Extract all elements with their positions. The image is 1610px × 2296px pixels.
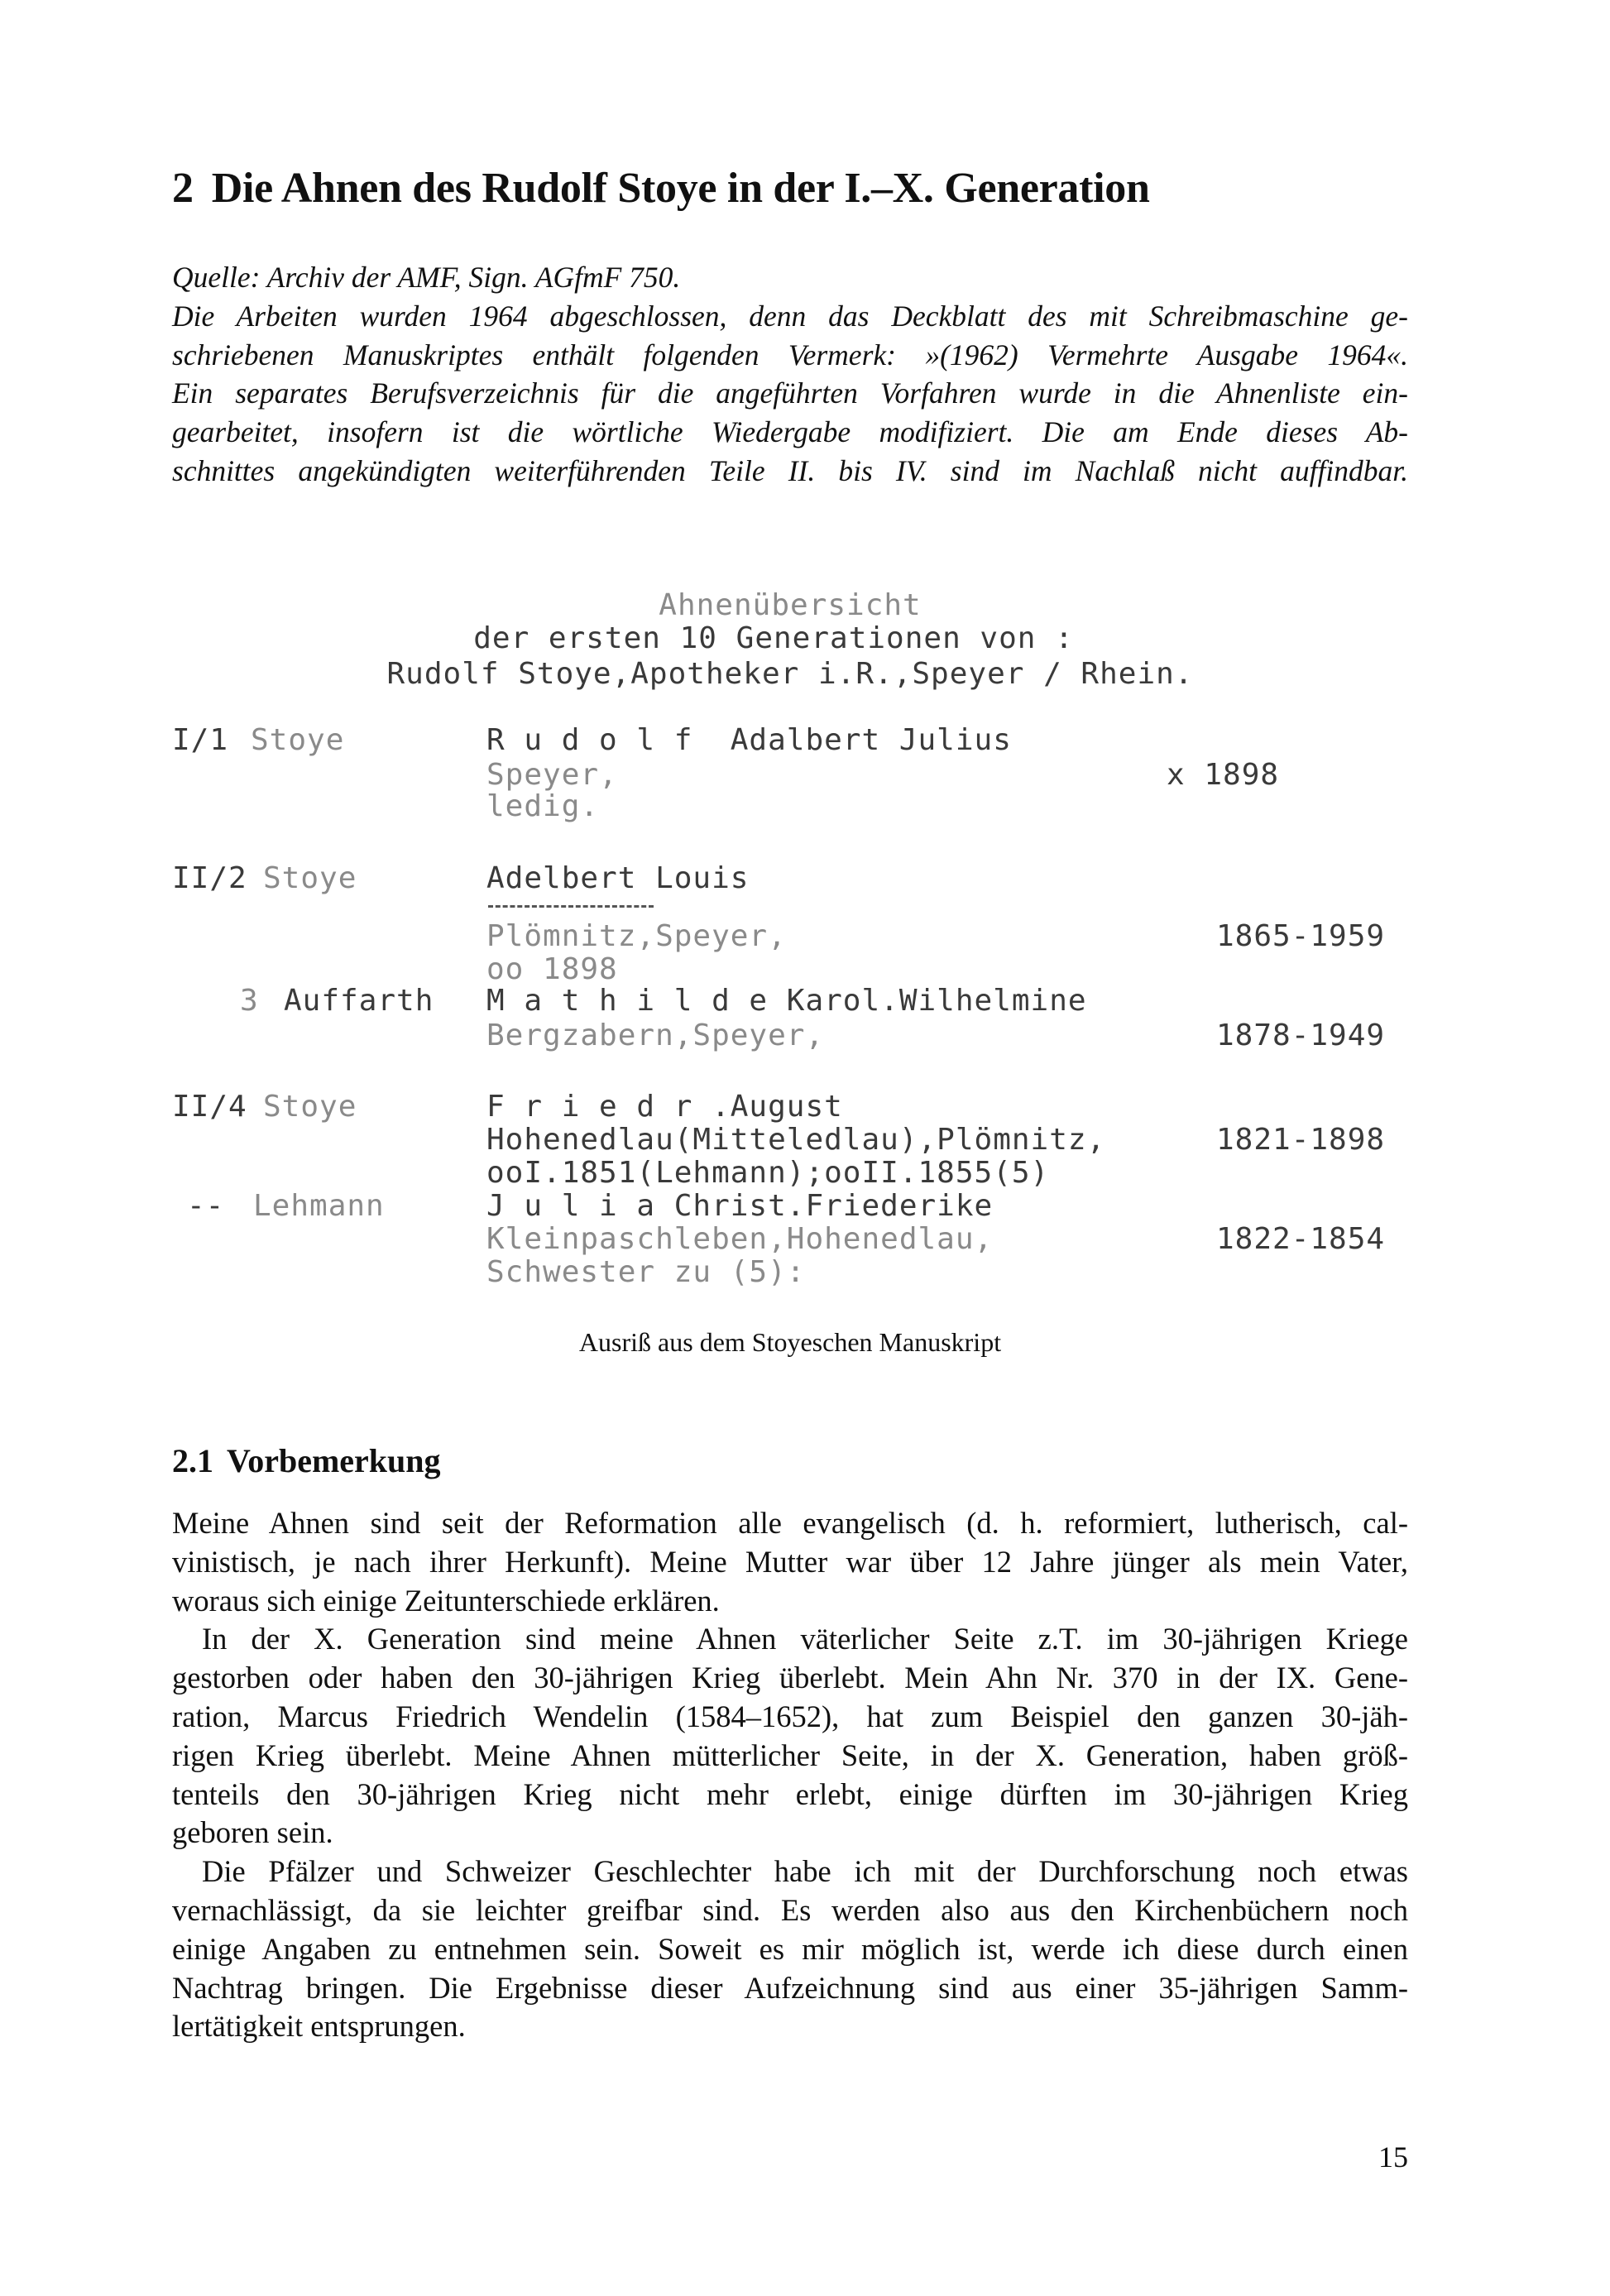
text-line: Nachtrag bringen. Die Ergebnisse dieser Aufzeichnung sind aus einer 35-jährigen Samm- — [172, 1970, 1408, 2005]
paragraph — [172, 1620, 1408, 1853]
text-line: gestorben oder haben den 30-jährigen Krieg überlebt. Mein Ahn Nr. 370 in der IX. Gene- — [172, 1661, 1408, 1695]
chapter-title-text: Die Ahnen des Rudolf Stoye in der I.–X. Generation — [211, 165, 1150, 212]
manuscript-generation: II/4 — [172, 1090, 247, 1124]
manuscript-detail-line: Plömnitz,Speyer, — [486, 919, 787, 953]
manuscript-dates: 1865-1959 — [1216, 919, 1386, 953]
source-note-line: gearbeitet, insofern ist die wörtliche Wiedergabe modifiziert. Die am Ende dieses Ab- — [172, 415, 1408, 449]
text-line: vinistisch, je nach ihrer Herkunft). Meine Mutter war über 12 Jahre jünger als mein Vater, — [172, 1544, 1408, 1579]
manuscript-generation: I/1 — [172, 723, 229, 757]
section-number: 2.1 — [172, 1442, 213, 1479]
manuscript-generation: II/2 — [172, 861, 247, 895]
manuscript-dates: x 1898 — [1167, 758, 1280, 792]
text-line: Die Pfälzer und Schweizer Geschlechter habe ich mit der Durchforschung noch etwas — [202, 1854, 1408, 1889]
source-note-line: Ein separates Berufsverzeichnis für die angeführten Vorfahren wurde in die Ahnenliste ein- — [172, 376, 1408, 410]
manuscript-generation: 3 — [240, 984, 259, 1018]
section-title — [172, 1441, 441, 1481]
manuscript-surname: Auffarth — [284, 984, 434, 1018]
manuscript-surname: Stoye — [263, 1090, 357, 1124]
paragraph — [172, 1504, 1408, 1620]
manuscript-detail-line: Bergzabern,Speyer, — [486, 1019, 825, 1052]
manuscript-surname: Lehmann — [253, 1189, 385, 1223]
text-line: tenteils den 30-jährigen Krieg nicht mehr erlebt, einige dürften im 30-jährigen Krieg — [172, 1776, 1408, 1811]
source-note-line: Quelle: Archiv der AMF, Sign. AGfmF 750. — [172, 261, 681, 294]
manuscript-generation: -- — [187, 1189, 225, 1223]
manuscript-surname: Stoye — [251, 723, 345, 757]
manuscript-detail-line: Schwester zu (5): — [486, 1255, 806, 1289]
text-line: einige Angaben zu entnehmen sein. Soweit es mir möglich ist, werde ich diese durch einen — [172, 1931, 1408, 1966]
manuscript-detail-line: Hohenedlau(Mitteledlau),Plömnitz, — [486, 1123, 1106, 1157]
source-note-line: Die Arbeiten wurden 1964 abgeschlossen, denn das Deckblatt des mit Schreibmaschine ge- — [172, 299, 1408, 333]
manuscript-dates: 1821-1898 — [1216, 1123, 1386, 1157]
manuscript-detail-line: Kleinpaschleben,Hohenedlau, — [486, 1222, 994, 1256]
manuscript-detail-line: ledig. — [486, 789, 600, 823]
manuscript-dates: 1822-1854 — [1216, 1222, 1386, 1256]
manuscript-surname: Stoye — [263, 861, 357, 895]
text-line: vernachlässigt, da sie leichter greifbar sind. Es werden also aus den Kirchenbüchern noch — [172, 1892, 1408, 1927]
text-line: geboren sein. — [172, 1815, 333, 1850]
text-line: ration, Marcus Friedrich Wendelin (1584–1652), hat zum Beispiel den ganzen 30-jäh- — [172, 1699, 1408, 1733]
manuscript-detail-line: Speyer, — [486, 758, 618, 792]
manuscript-detail-line: J u l i a Christ.Friederike — [486, 1189, 994, 1223]
text-line: lertätigkeit entsprungen. — [172, 2009, 466, 2044]
book-page — [172, 0, 1408, 2296]
chapter-number: 2 — [172, 165, 194, 212]
manuscript-detail-line: R u d o l f Adalbert Julius — [486, 723, 1012, 757]
manuscript-detail-line: M a t h i l d e Karol.Wilhelmine — [486, 984, 1087, 1018]
source-note-line: schnittes angekündigten weiterführenden Teile II. bis IV. sind im Nachlaß nicht auffindbar. — [172, 453, 1408, 487]
chapter-title — [172, 164, 1150, 213]
manuscript-heading-line: Rudolf Stoye,Apotheker i.R.,Speyer / Rhein. — [386, 657, 1194, 691]
manuscript-heading-line: Ahnenübersicht — [659, 588, 922, 622]
manuscript-detail-line: Adelbert Louis — [486, 861, 750, 895]
section-title-text: Vorbemerkung — [227, 1442, 441, 1479]
page-number: 15 — [1378, 2140, 1408, 2174]
manuscript-detail-line: F r i e d r .August — [486, 1090, 843, 1124]
manuscript-heading-line: der ersten 10 Generationen von : — [473, 621, 1074, 655]
source-note — [172, 258, 1408, 491]
source-note-line: schriebenen Manuskriptes enthält folgenden Vermerk: »(1962) Vermehrte Ausgabe 1964«. — [172, 338, 1408, 371]
manuscript-detail-line: oo 1898 — [486, 952, 618, 986]
manuscript-underline — [488, 905, 654, 908]
manuscript-detail-line: ooI.1851(Lehmann);ooII.1855(5) — [486, 1156, 1050, 1190]
text-line: woraus sich einige Zeitunterschiede erklären. — [172, 1583, 720, 1618]
paragraph — [172, 1853, 1408, 2046]
text-line: Meine Ahnen sind seit der Reformation alle evangelisch (d. h. reformiert, lutherisch, cal- — [172, 1506, 1408, 1540]
manuscript-dates: 1878-1949 — [1216, 1019, 1386, 1052]
body-text — [172, 1504, 1408, 2046]
text-line: rigen Krieg überlebt. Meine Ahnen mütterlicher Seite, in der X. Generation, haben größ- — [172, 1738, 1408, 1772]
figure-caption: Ausriß aus dem Stoyeschen Manuskript — [578, 1327, 1002, 1357]
text-line: In der X. Generation sind meine Ahnen väterlicher Seite z.T. im 30-jährigen Kriege — [202, 1622, 1408, 1656]
